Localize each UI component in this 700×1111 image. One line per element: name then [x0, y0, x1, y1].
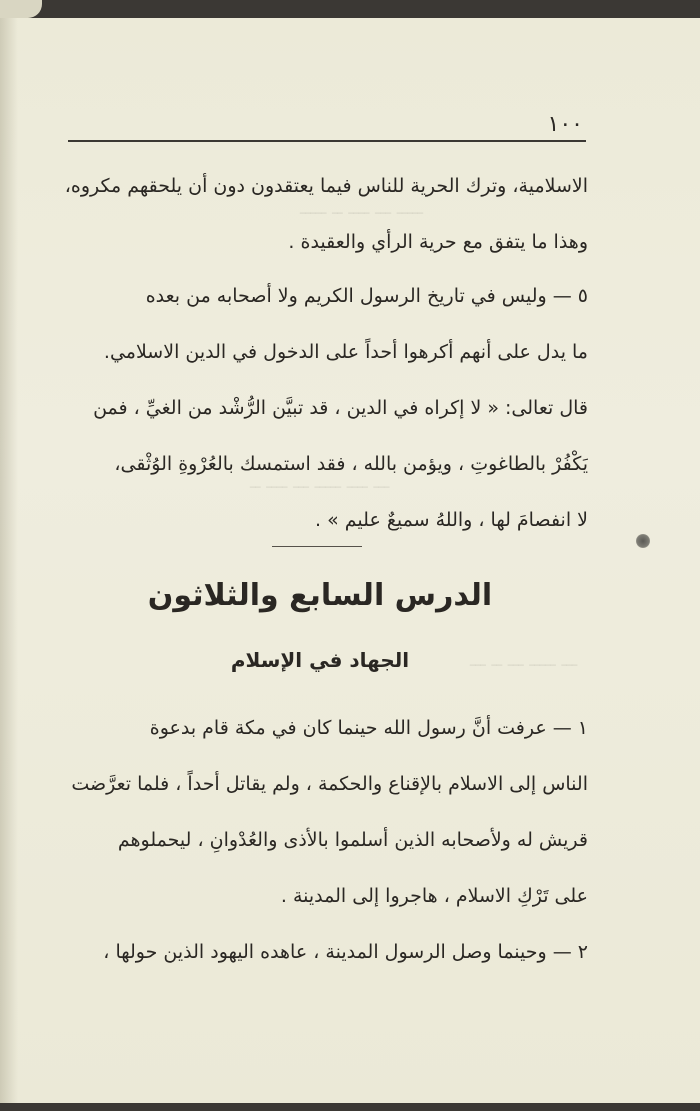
- text-line: ما يدل على أنهم أكرهوا أحداً على الدخول في الدين الاسلامي.: [103, 341, 588, 363]
- header-rule: [68, 140, 586, 142]
- text-line: على تَرْكِ الاسلام ، هاجروا إلى المدينة .: [280, 885, 588, 907]
- text-line: لا انفصامَ لها ، واللهُ سميعٌ عليم » .: [315, 509, 588, 531]
- paragraph-continuation: [58, 158, 588, 270]
- ink-stain: [636, 534, 650, 548]
- page-top-edge: [0, 0, 700, 18]
- text-line: ٢ — وحينما وصل الرسول المدينة ، عاهده اليهود الذين حولها ،: [103, 941, 588, 963]
- paragraph-points-1-2: [58, 700, 588, 980]
- text-line: يَكْفُرْ بالطاغوتِ ، ويؤمن بالله ، فقد استمسك بالعُرْوةِ الوُثْقى،: [114, 453, 588, 475]
- section-divider: [272, 546, 362, 547]
- spine-shadow: [0, 18, 18, 1108]
- text-line: وهذا ما يتفق مع حرية الرأي والعقيدة .: [288, 231, 588, 253]
- page-bottom-edge: [0, 1103, 700, 1111]
- text-line: ٥ — وليس في تاريخ الرسول الكريم ولا أصحابه من بعده: [145, 285, 588, 307]
- page-number: ١٠٠: [547, 112, 583, 137]
- page-header: [68, 112, 583, 142]
- bleed-through-text: ـــ ــــ ـــــ ـــ ــــ ــ: [250, 472, 390, 493]
- text-line: قال تعالى: « لا إكراه في الدين ، قد تبيَّن الرُّشْد من الغيِّ ، فمن: [93, 397, 588, 419]
- lesson-title: الدرس السابع والثلاثون: [147, 578, 493, 613]
- bleed-through-text: ـــــ ـــ ــــ ــ ـــــ: [300, 198, 424, 219]
- text-line: قريش له ولأصحابه الذين أسلموا بالأذى والعُدْوانِ ، ليحملوهم: [117, 829, 588, 851]
- bleed-through-text: ـــ ـــــ ـــ ــ ـــ: [470, 650, 578, 671]
- text-line: ١ — عرفت أنَّ رسول الله حينما كان في مكة قام بدعوة: [149, 717, 588, 739]
- lesson-subtitle: الجهاد في الإسلام: [230, 648, 410, 672]
- text-line: الناس إلى الاسلام بالإقناع والحكمة ، ولم يقاتل أحداً ، فلما تعرَّضت: [71, 773, 588, 795]
- text-line: الاسلامية، وترك الحرية للناس فيما يعتقدون دون أن يلحقهم مكروه،: [64, 175, 588, 197]
- paragraph-point-5: [58, 268, 588, 548]
